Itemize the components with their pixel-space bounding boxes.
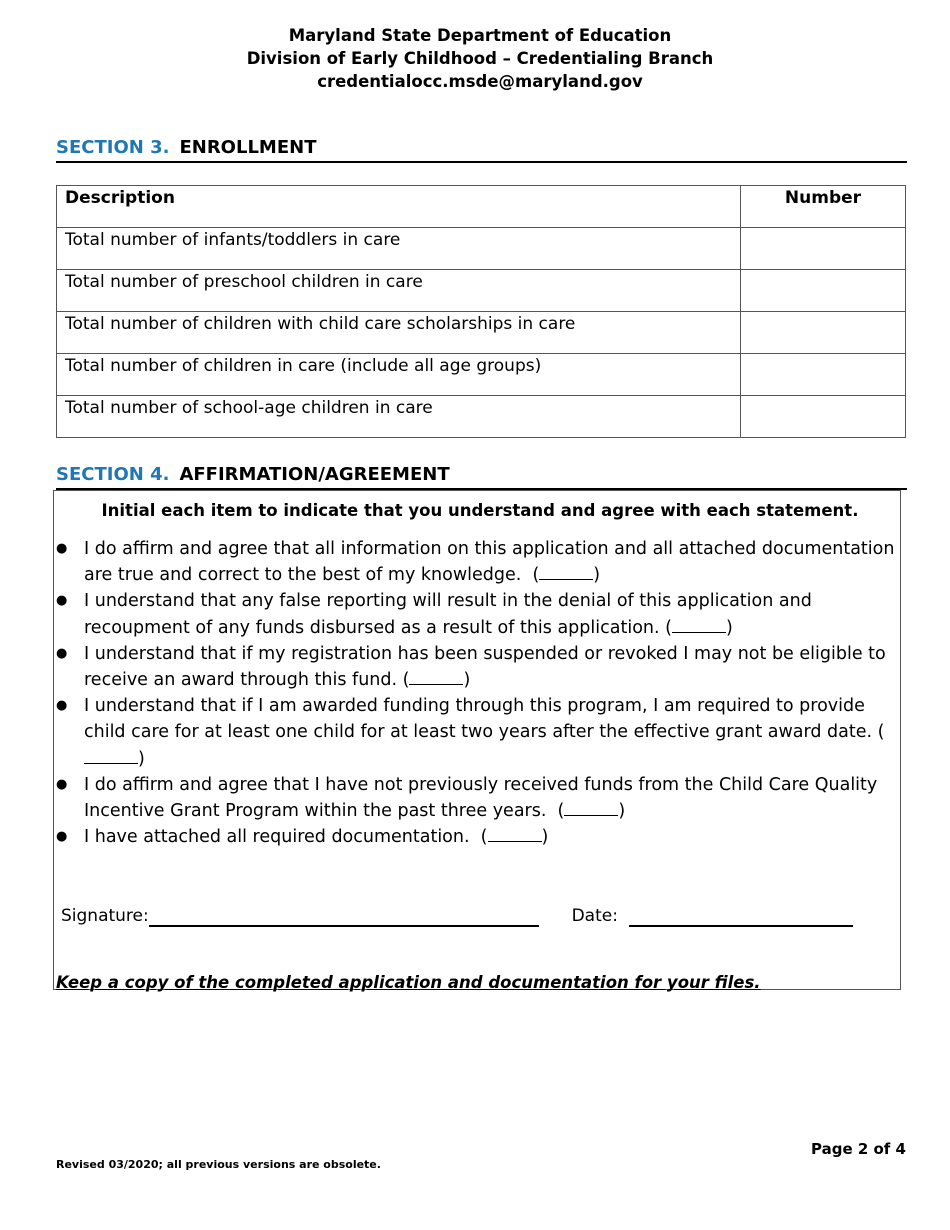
revision-note: Revised 03/2020; all previous versions are obsolete.: [56, 1158, 381, 1171]
initial-blank[interactable]: [672, 616, 726, 633]
number-input-cell[interactable]: [741, 312, 906, 354]
row-description: Total number of preschool children in care: [57, 270, 741, 312]
section-3-number: SECTION 3.: [56, 137, 170, 158]
section-4-heading: [56, 463, 907, 490]
item-text: I understand that if I am awarded funding through this program, I am required to provide child care for at least one child for at least two years after the effective grant award date.: [84, 696, 873, 743]
page-number: Page 2 of 4: [811, 1140, 906, 1158]
number-input-cell[interactable]: [741, 396, 906, 438]
column-header-description: Description: [57, 186, 741, 228]
table-header-row: [57, 186, 906, 228]
affirmation-list: [56, 536, 906, 850]
item-text: I do affirm and agree that I have not previously received funds from the Child Care Quality Incentive Grant Program within the past three years.: [84, 774, 878, 822]
list-item: ● I do affirm and agree that I have not previously received funds from the Child Care Quality Incentive Grant Program within the past three years. ( ): [56, 772, 906, 824]
initial-blank[interactable]: [564, 799, 618, 816]
section-3-title: ENROLLMENT: [179, 137, 317, 158]
table-row: [57, 270, 906, 312]
initial-blank[interactable]: [409, 668, 463, 685]
bullet-icon: ●: [56, 593, 68, 609]
bullet-icon: ●: [56, 541, 68, 556]
initial-blank[interactable]: [539, 563, 593, 580]
number-input-cell[interactable]: [741, 270, 906, 312]
item-text: I do affirm and agree that all information on this application and all attached documentation are true and correct to the best of my knowledge.: [84, 539, 895, 586]
section-4-title: AFFIRMATION/AGREEMENT: [179, 464, 450, 485]
enrollment-table: [56, 185, 906, 438]
signature-row: [61, 905, 853, 927]
row-description: Total number of children in care (include all age groups): [57, 354, 741, 396]
section-4-number: SECTION 4.: [56, 464, 170, 485]
list-item: ● I understand that any false reporting will result in the denial of this application and recoupment of any funds disbursed as a result of this application. ( ): [56, 588, 906, 640]
row-description: Total number of infants/toddlers in care: [57, 228, 741, 270]
list-item: ● I do affirm and agree that all information on this application and all attached documentation are true and correct to the best of my knowledge. ( ): [56, 536, 906, 588]
table-row: [57, 312, 906, 354]
list-item: ● I understand that if my registration has been suspended or revoked I may not be eligible to receive an award through this fund. ( ): [56, 641, 906, 693]
row-description: Total number of school-age children in care: [57, 396, 741, 438]
table-row: [57, 354, 906, 396]
item-text: I understand that if my registration has been suspended or revoked I may not be eligible to receive an award through this fund.: [84, 643, 886, 691]
list-item: ● I have attached all required documentation. ( ): [56, 824, 906, 850]
header-email: credentialocc.msde@maryland.gov: [317, 72, 643, 91]
item-text: I understand that any false reporting will result in the denial of this application and recoupment of any funds disbursed as a result of this application.: [84, 591, 812, 638]
item-text: I have attached all required documentation.: [84, 827, 470, 848]
signature-field[interactable]: [149, 907, 539, 927]
table-row: [57, 396, 906, 438]
bullet-icon: ●: [56, 645, 68, 661]
table-row: [57, 228, 906, 270]
bullet-icon: ●: [56, 698, 68, 714]
number-input-cell[interactable]: [741, 228, 906, 270]
affirmation-instruction: Initial each item to indicate that you understand and agree with each statement.: [101, 501, 859, 520]
date-label: Date:: [571, 906, 618, 926]
header-agency: Maryland State Department of Education: [288, 26, 672, 45]
section-3-heading: [56, 136, 907, 163]
bullet-icon: ●: [56, 829, 68, 845]
date-field[interactable]: [629, 907, 853, 927]
bullet-icon: ●: [56, 776, 68, 792]
document-header: [0, 24, 950, 93]
initial-blank[interactable]: [84, 747, 138, 764]
keep-copy-note: Keep a copy of the completed application and documentation for your files.: [56, 973, 761, 992]
list-item: ● I understand that if I am awarded funding through this program, I am required to provide child care for at least one child for at least two years after the effective grant award date. (): [56, 693, 906, 772]
initial-blank[interactable]: [488, 825, 542, 842]
signature-label: Signature:: [61, 906, 149, 926]
row-description: Total number of children with child care scholarships in care: [57, 312, 741, 354]
column-header-number: Number: [741, 186, 906, 228]
header-division: Division of Early Childhood – Credentialing Branch: [246, 49, 714, 68]
number-input-cell[interactable]: [741, 354, 906, 396]
